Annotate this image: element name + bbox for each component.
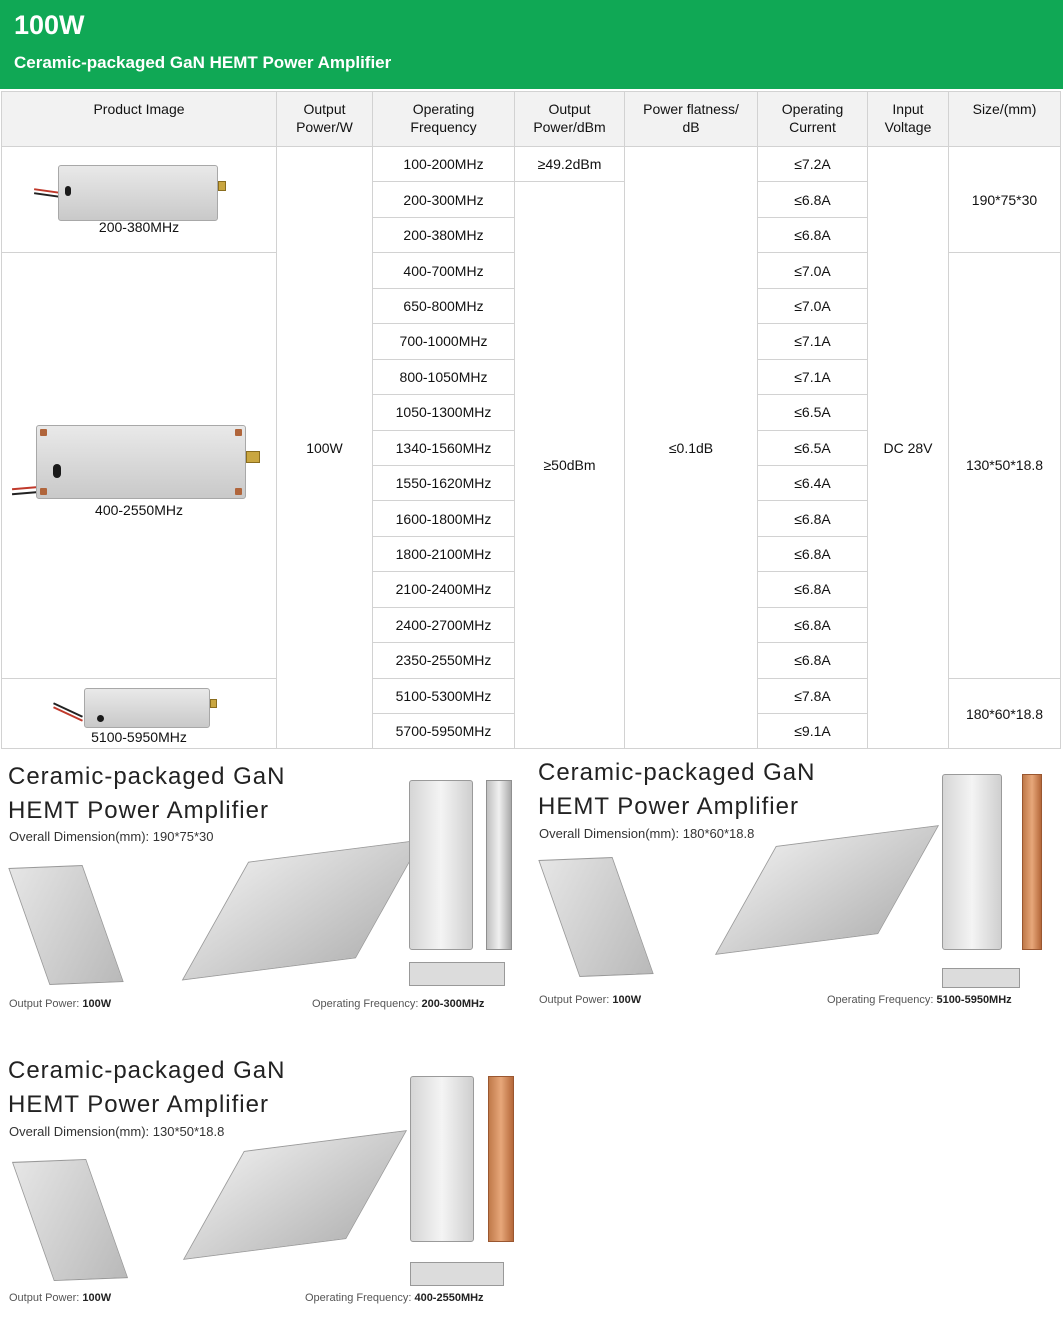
size-cell: 180*60*18.8	[949, 678, 1061, 749]
amplifier-end-view	[942, 968, 1020, 988]
freq-cell: 800-1050MHz	[373, 359, 515, 394]
amplifier-end-view	[410, 1262, 504, 1286]
freq-cell: 650-800MHz	[373, 288, 515, 323]
page-subtitle: Ceramic-packaged GaN HEMT Power Amplifier	[14, 53, 392, 72]
freq-cell: 1550-1620MHz	[373, 465, 515, 500]
table-row	[2, 147, 1061, 182]
current-cell: ≤6.8A	[758, 643, 868, 678]
freq-cell: 2350-2550MHz	[373, 643, 515, 678]
page-header	[0, 0, 1063, 89]
amplifier-top-view	[942, 774, 1002, 950]
current-cell: ≤7.0A	[758, 253, 868, 288]
freq-cell: 200-380MHz	[373, 217, 515, 252]
output-power-cell: 100W	[277, 147, 373, 749]
amplifier-photo	[12, 1159, 128, 1281]
col-header-current: Operating Current	[758, 92, 868, 147]
table-header-row	[2, 92, 1061, 147]
current-cell: ≤6.8A	[758, 607, 868, 642]
amplifier-photo	[8, 865, 123, 985]
amplifier-side-view	[1022, 774, 1042, 950]
current-cell: ≤7.1A	[758, 324, 868, 359]
size-cell: 130*50*18.8	[949, 253, 1061, 678]
amplifier-top-view	[410, 1076, 474, 1242]
current-cell: ≤6.8A	[758, 217, 868, 252]
col-header-size: Size/(mm)	[949, 92, 1061, 147]
amplifier-image	[58, 165, 218, 221]
gallery-output-power: Output Power: 100W	[539, 994, 642, 1006]
gallery-output-power: Output Power: 100W	[9, 998, 112, 1010]
flatness-cell: ≤0.1dB	[625, 147, 758, 749]
amplifier-image	[84, 688, 210, 728]
amplifier-image	[36, 425, 246, 499]
current-cell: ≤6.8A	[758, 182, 868, 217]
amplifier-side-view	[486, 780, 512, 950]
gallery-title: Ceramic-packaged GaN HEMT Power Amplifier	[538, 759, 816, 820]
freq-cell: 1600-1800MHz	[373, 501, 515, 536]
dbm-cell: ≥50dBm	[515, 182, 625, 749]
product-image-label: 400-2550MHz	[95, 502, 183, 519]
freq-cell: 400-700MHz	[373, 253, 515, 288]
product-image-label: 200-380MHz	[98, 219, 180, 235]
product-image-cell	[2, 147, 277, 253]
current-cell: ≤6.4A	[758, 465, 868, 500]
product-image-cell	[2, 253, 277, 678]
col-header-output-power-w: Output Power/W	[277, 92, 373, 147]
freq-cell: 700-1000MHz	[373, 324, 515, 359]
dbm-cell: ≥49.2dBm	[515, 147, 625, 182]
freq-cell: 1050-1300MHz	[373, 395, 515, 430]
gallery-dimension: Overall Dimension(mm): 130*50*18.8	[9, 1124, 225, 1139]
amplifier-photo	[183, 1130, 407, 1260]
gallery-frequency: Operating Frequency: 5100-5950MHz	[827, 994, 1012, 1006]
amplifier-end-view	[409, 962, 505, 986]
spec-table	[1, 91, 1061, 749]
current-cell: ≤7.0A	[758, 288, 868, 323]
gallery-title: Ceramic-packaged GaN HEMT Power Amplifier	[8, 763, 286, 824]
col-header-flatness: Power flatness/ dB	[625, 92, 758, 147]
gallery-title: Ceramic-packaged GaN HEMT Power Amplifier	[8, 1057, 286, 1118]
current-cell: ≤6.8A	[758, 501, 868, 536]
product-image-cell	[2, 678, 277, 749]
product-image-label: 5100-5950MHz	[91, 728, 187, 745]
freq-cell: 5700-5950MHz	[373, 714, 515, 749]
amplifier-photo	[715, 825, 939, 955]
page-title: 100W	[14, 10, 85, 40]
freq-cell: 100-200MHz	[373, 147, 515, 182]
col-header-voltage: Input Voltage	[868, 92, 949, 147]
gallery-frequency: Operating Frequency: 200-300MHz	[312, 998, 485, 1010]
amplifier-top-view	[409, 780, 473, 950]
freq-cell: 1340-1560MHz	[373, 430, 515, 465]
current-cell: ≤7.1A	[758, 359, 868, 394]
freq-cell: 2400-2700MHz	[373, 607, 515, 642]
col-header-product-image: Product Image	[2, 92, 277, 147]
amplifier-photo	[538, 857, 653, 977]
freq-cell: 200-300MHz	[373, 182, 515, 217]
current-cell: ≤6.8A	[758, 572, 868, 607]
current-cell: ≤9.1A	[758, 714, 868, 749]
gallery-dimension: Overall Dimension(mm): 180*60*18.8	[539, 826, 755, 841]
current-cell: ≤7.8A	[758, 678, 868, 713]
current-cell: ≤6.5A	[758, 430, 868, 465]
gallery-frequency: Operating Frequency: 400-2550MHz	[305, 1292, 484, 1304]
amplifier-side-view	[488, 1076, 514, 1242]
freq-cell: 5100-5300MHz	[373, 678, 515, 713]
voltage-cell: DC 28V	[868, 147, 949, 749]
gallery-dimension: Overall Dimension(mm): 190*75*30	[9, 829, 214, 844]
current-cell: ≤6.5A	[758, 395, 868, 430]
gallery-output-power: Output Power: 100W	[9, 1292, 112, 1304]
col-header-output-dbm: Output Power/dBm	[515, 92, 625, 147]
freq-cell: 2100-2400MHz	[373, 572, 515, 607]
freq-cell: 1800-2100MHz	[373, 536, 515, 571]
amplifier-photo	[182, 839, 423, 980]
col-header-frequency: Operating Frequency	[373, 92, 515, 147]
current-cell: ≤7.2A	[758, 147, 868, 182]
current-cell: ≤6.8A	[758, 536, 868, 571]
size-cell: 190*75*30	[949, 147, 1061, 253]
